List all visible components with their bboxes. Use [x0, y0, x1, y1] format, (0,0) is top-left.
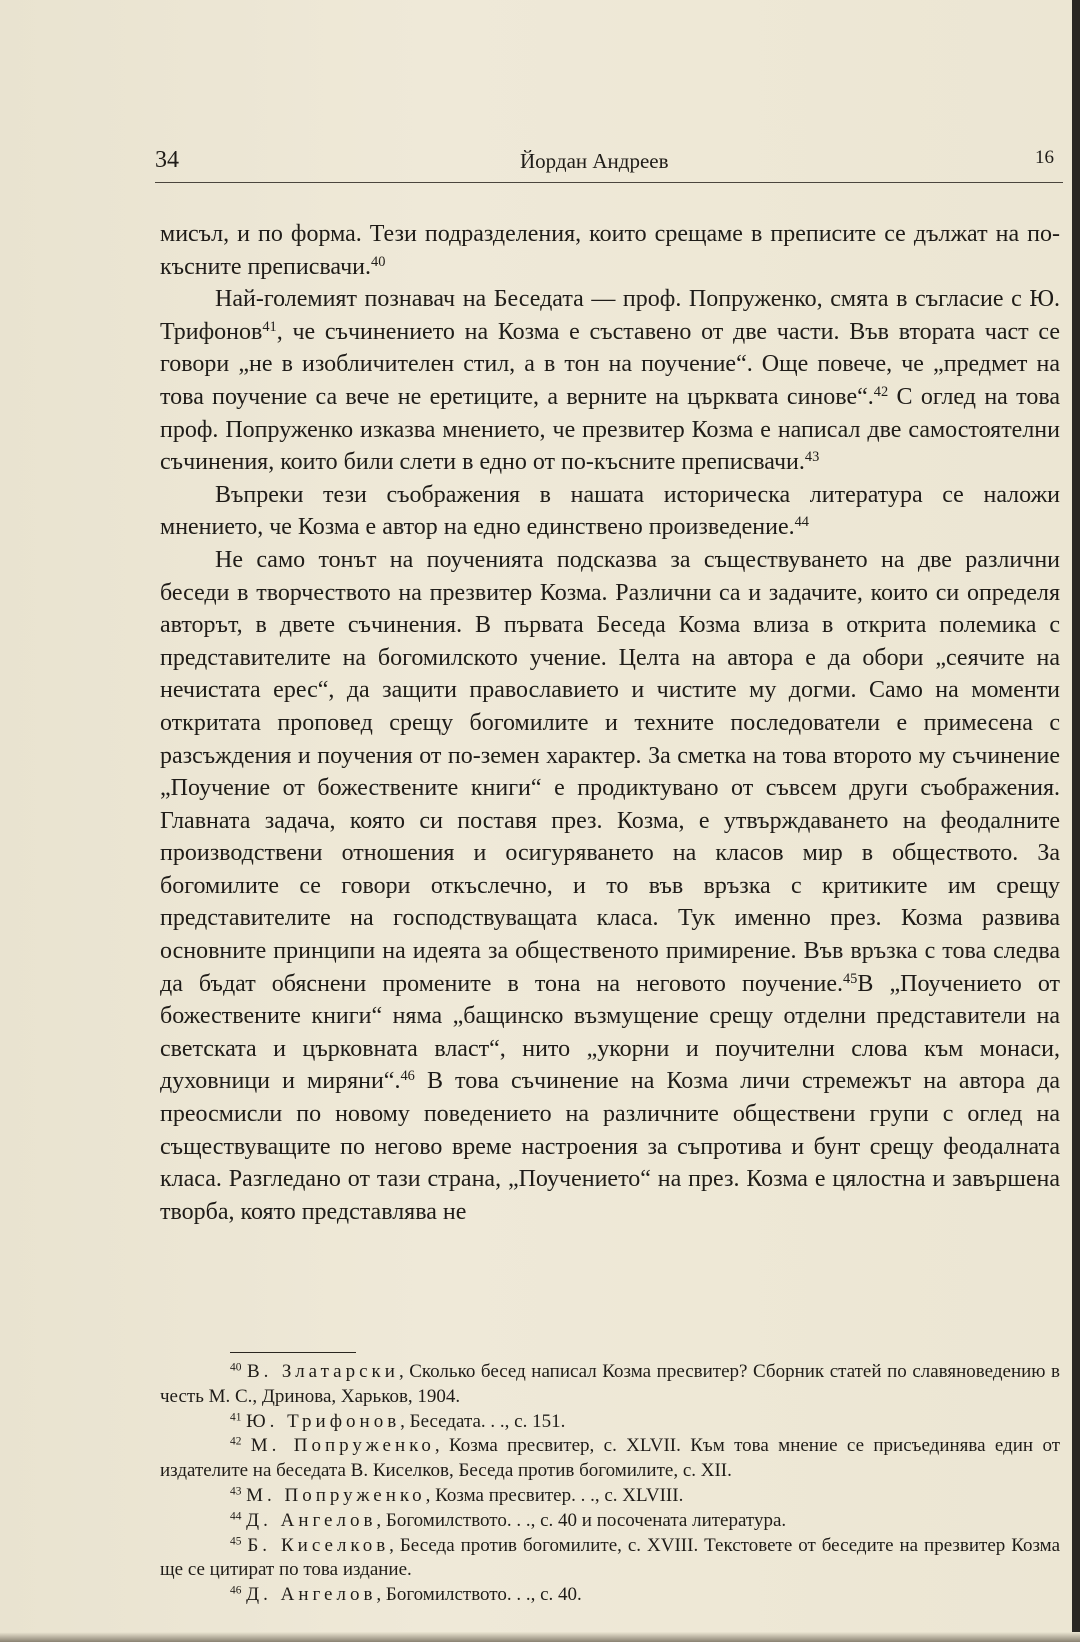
footnote-separator	[230, 1352, 356, 1353]
paragraph: Не само тонът на поученията подсказва за съществуването на две различни беседи в творчеството на презвитер Козма. Различни са и задачите, които си определя авторът, в двете съчинения. В първата Беседа Козма влиза в открита полемика с представителите на богомилското учение. Целта на автора е да обори „сеячите на нечистата ерес“, да защити православието и чистите му догми. Само на моменти откритата проповед срещу богомилите и техните последователи е примесена с разсъждения и поучения от по-земен характер. За сметка на това второто му съчинение „Поучение от божествените книги“ е продиктувано от съвсем други съображения. Главната задача, която си поставя през. Козма, е утвърждаването на феодалните производствени отношения и осигуряването на класов мир в обществото. За богомилите се говори откъслечно, и то във връзка с критиките им срещу представителите на господствуващата класа. Тук именно през. Козма развива основните принципи на идеята за общественото примирение. Във връзка с това следва да бъдат обяснени промените в тона на неговото поучение.$^{45}$В „Поучението от божествените книги“ няма „бащинско възмущение срещу отделни представители на светската и църковната власт“, нито „укорни и поучителни слова към монаси, духовници и миряни“.$^{46}$ В това съчинение на Козма личи стремежът на автора да преосмисли по новому поведението на различните обществени групи с оглед на съществуващите по негово време настроения за съпротива и бунт срещу феодалната класа. Разгледано от тази страна, „Поучението“ на през. Козма е цялостна и завършена творба, която представлява не	[160, 546, 1060, 1225]
paragraph: Въпреки тези съображения в нашата историческа литература се наложи мнението, че Козма е автор на едно единствено произведение.$^{44}$	[160, 481, 1060, 541]
footnote-author: Д. Ангелов	[246, 1584, 377, 1606]
header-rule	[155, 182, 1063, 183]
page-bottom-shadow	[0, 1632, 1080, 1642]
signature-mark: 16	[1035, 147, 1054, 168]
footnote-author: Д. Ангелов	[246, 1509, 377, 1531]
running-header	[155, 147, 1070, 183]
footnote: $^{46}$ Д. Ангелов, Богомилството. . ., с. 40.	[230, 1584, 582, 1606]
footnote-ref: 42	[873, 384, 889, 401]
page-edge-shadow	[1072, 0, 1080, 1642]
footnotes	[160, 1360, 1060, 1608]
main-text	[160, 218, 1060, 1228]
footnote-ref: 43	[804, 449, 820, 466]
footnote-author: Б. Киселков	[247, 1534, 390, 1556]
footnote-author: В. Златарски	[246, 1361, 399, 1382]
footnote-ref: 46	[400, 1068, 415, 1085]
footnote: $^{40}$ В. Златарски, Сколько бесед написал Козма пресвитер? Сборник статей по славяноведению в честь М. С., Дринова, Харьков, 1904.	[160, 1361, 1061, 1407]
footnote-author: М. Попруженко	[250, 1435, 435, 1457]
footnote-ref: 44	[794, 514, 809, 531]
footnote: $^{45}$ Б. Киселков, Беседа против богомилите, с. XVIII. Текстовете от беседите на презвитер Козма ще се цитират по това издание.	[160, 1534, 1061, 1581]
footnote: $^{43}$ М. Попруженко, Козма пресвитер. . ., с. XLVIII.	[230, 1484, 684, 1506]
footnote-author: М. Попруженко	[246, 1484, 426, 1506]
page-number: 34	[155, 147, 179, 173]
footnote: $^{41}$ Ю. Трифонов, Беседата. . ., с. 151.	[230, 1410, 566, 1432]
paragraph: мисъл, и по форма. Тези подразделения, които срещаме в преписите се дължат на по-късните преписвачи.$^{40}$	[160, 221, 1060, 280]
footnote-ref: 40	[371, 253, 386, 270]
footnote-ref: 45	[842, 970, 858, 987]
footnote-author: Ю. Трифонов	[246, 1410, 401, 1432]
footnote: $^{42}$ М. Попруженко, Козма пресвитер, с. XLVII. Към това мнение се присъединява един от издателите на беседата В. Киселков, Беседа против богомилите, с. XII.	[160, 1435, 1060, 1482]
footnote-ref: 41	[262, 318, 277, 335]
paragraph: Най-големият познавач на Беседата — проф. Попруженко, смята в съгласие с Ю. Трифонов$^{41}$, че съчинението на Козма е съставено от две части. Във втората част се говори „не в изобличителен стил, а в тон на поучение“. Още повече, че „предмет на това поучение са вече не еретиците, а верните на църквата синове“.$^{42}$ С оглед на това проф. Попруженко изказва мнението, че презвитер Козма е написал две самостоятелни съчинения, които били слети в едно от по-късните преписвачи.$^{43}$	[160, 286, 1060, 476]
running-head-author: Йордан Андреев	[520, 149, 669, 173]
footnote: $^{44}$ Д. Ангелов, Богомилството. . ., с. 40 и посочената литература.	[230, 1509, 787, 1531]
